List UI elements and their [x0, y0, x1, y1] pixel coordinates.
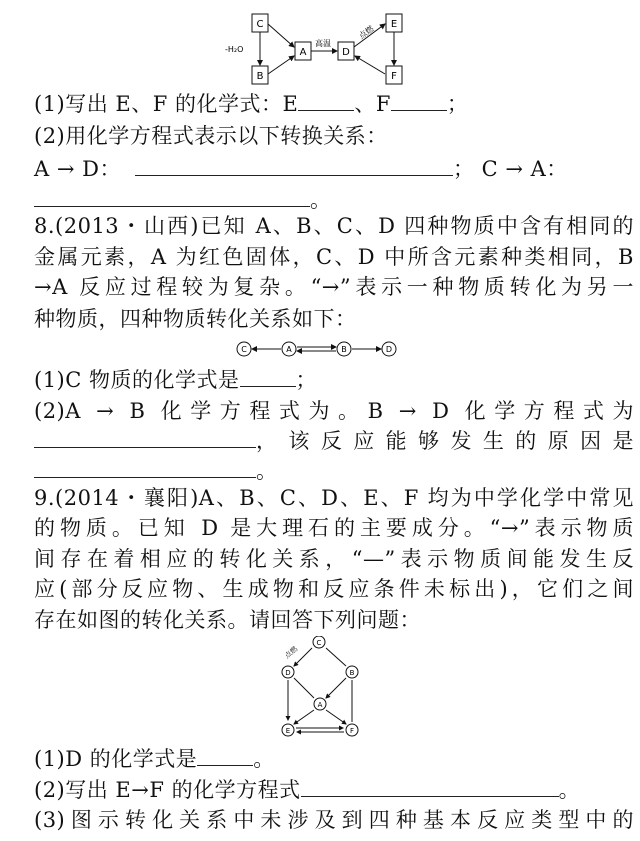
- q8-line-2: 金属元素，A 为红色固体，C、D 中所含元素种类相同，B: [34, 245, 634, 269]
- reaction-diagram-3: [270, 636, 380, 740]
- node-e-label: E: [390, 19, 398, 30]
- arrow-a-f: [326, 710, 346, 724]
- q8-line-5: (1)C 物质的化学式是 ；: [34, 368, 317, 392]
- node-d-label: D: [385, 345, 393, 354]
- link-c-b: [326, 648, 346, 666]
- answer-blank-c-to-a[interactable]: [34, 188, 310, 207]
- answer-blank-reason[interactable]: [34, 459, 256, 478]
- node-f-label: F: [349, 727, 355, 735]
- arrow-f-d: [355, 56, 385, 74]
- q9-line-3: 间存在着相应的转化关系，“—”表示物质间能发生反: [34, 547, 634, 571]
- q8-line-6: (2)A → B 化学方程式为。B → D 化学方程式为: [34, 399, 634, 423]
- answer-blank-e[interactable]: [298, 92, 354, 111]
- label-dianran: 点燃: [357, 24, 376, 41]
- q7-line-2: (2)用化学方程式表示以下转换关系：: [34, 124, 388, 148]
- answer-blank-f[interactable]: [391, 92, 447, 111]
- arrow-c-a: [268, 24, 294, 47]
- answer-blank-a-to-d[interactable]: [135, 157, 453, 176]
- q9-line-6: (1)D 的化学式是 。: [34, 747, 275, 771]
- node-c-label: C: [316, 639, 322, 647]
- label-h2o: -H₂O: [225, 45, 244, 54]
- q8-line-1: 8.(2013・山西)已知 A、B、C、D 四种物质中含有相同的: [34, 214, 634, 238]
- node-d-label: D: [342, 47, 350, 58]
- q9-line-1: 9.(2014・襄阳)A、B、C、D、E、F 均为中学化学中常见: [34, 486, 634, 510]
- label-dianran: 点燃: [283, 645, 300, 661]
- node-b-label: B: [349, 669, 355, 677]
- q8-line-8: 。: [34, 457, 634, 485]
- q7-line-1: (1)写出 E、F 的化学式：E 、F ；: [34, 92, 469, 116]
- node-f-label: F: [391, 71, 397, 82]
- q9-line-2: 的物质。已知 D 是大理石的主要成分。“→”表示物质: [34, 516, 634, 540]
- answer-blank-d-formula[interactable]: [197, 747, 253, 766]
- node-e-label: E: [285, 727, 291, 735]
- q8-line-4: 种物质，四种物质转化关系如下：: [34, 307, 357, 331]
- link-d-a: [294, 678, 314, 698]
- answer-blank-b-to-d[interactable]: [34, 429, 256, 448]
- reaction-diagram-1: [225, 10, 415, 90]
- answer-blank-c-formula[interactable]: [240, 368, 296, 387]
- answer-blank-e-to-f[interactable]: [301, 778, 559, 797]
- node-a-label: A: [317, 701, 323, 709]
- q8-line-7: ，该反应能够发生的原因是: [34, 427, 634, 455]
- node-a-label: A: [299, 47, 307, 58]
- node-a-label: A: [286, 345, 292, 354]
- node-c-label: C: [256, 19, 264, 30]
- q7-line-3: A → D： ； C → A：: [34, 157, 568, 181]
- node-d-label: D: [285, 669, 291, 677]
- arrow-b-a: [268, 56, 294, 74]
- reaction-diagram-2: [234, 338, 404, 360]
- q9-line-5: 存在如图的转化关系。请回答下列问题：: [34, 608, 421, 632]
- node-b-label: B: [256, 71, 264, 82]
- arrow-b-a: [326, 678, 346, 698]
- label-gaowen: 高温: [315, 39, 331, 48]
- q9-line-4: 应(部分反应物、生成物和反应条件未标出)，它们之间: [34, 577, 634, 601]
- q8-line-3: →A 反应过程较为复杂。“→”表示一种物质转化为另一: [34, 275, 634, 299]
- arrow-a-e: [294, 710, 314, 724]
- node-c-label: C: [241, 345, 247, 354]
- q7-line-4: 。: [34, 186, 634, 214]
- node-b-label: B: [341, 345, 347, 354]
- q9-line-7: (2)写出 E→F 的化学方程式 。: [34, 778, 581, 802]
- q9-line-8: (3)图示转化关系中未涉及到四种基本反应类型中的: [34, 808, 634, 832]
